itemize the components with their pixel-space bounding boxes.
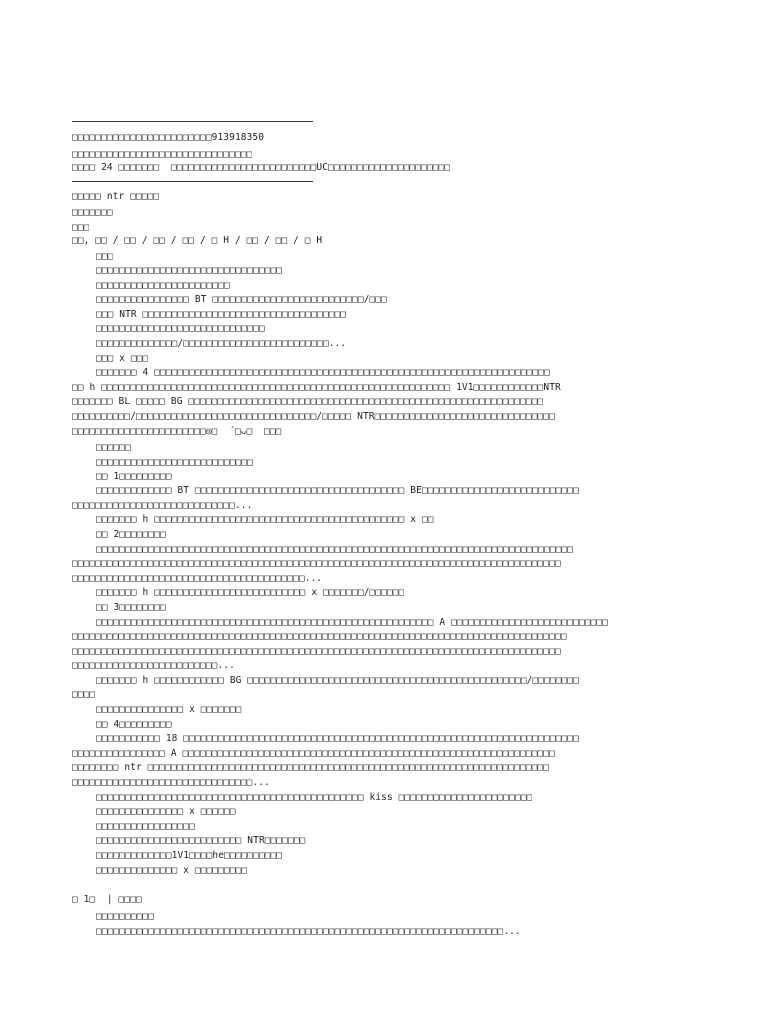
body-line: □□□□□□□ h □□□□□□□□□□□□ BG □□□□□□□□□□□□□□□□□□□□□□□□□□□□□□□□□□□□□□□□□□□□□□□□/□□□□□□□□ xyxy=(96,675,580,686)
body-line: □□ 4□□□□□□□□□ xyxy=(96,719,172,730)
body-line: □□□□□□□□□□□□□□□□ BT □□□□□□□□□□□□□□□□□□□□□□□□□□/□□□ xyxy=(96,294,387,305)
body-line: □□□□□□□□□□□□□□/□□□□□□□□□□□□□□□□□□□□□□□□□... xyxy=(96,338,347,349)
chapter-title: □ 1□ | □□□□ xyxy=(72,894,142,905)
top-separator xyxy=(72,121,313,122)
body-line: □□ 2□□□□□□□□ xyxy=(96,529,166,540)
header-line-2: □□□□□□□□□□□□□□□□□□□□□□□□□□□□□□□ xyxy=(72,149,253,160)
chapter-line-2: □□□□□□□□□□□□□□□□□□□□□□□□□□□□□□□□□□□□□□□□□□□□□□□□□□□□□□□□□□□□□□□□□□□□□□... xyxy=(96,926,521,937)
body-line: □□□□□□□□□□□□□□□□□□□□□□□□□□□□□□□□□□□□□□□□□□□□□□□□□□□□□□□□□□□□□□□□□□□□□□□□□□□□□□□□□□□□□ xyxy=(72,631,567,642)
body-line: □□□□□□□ BL □□□□□ BG □□□□□□□□□□□□□□□□□□□□□□□□□□□□□□□□□□□□□□□□□□□□□□□□□□□□□□□□□□□□□ xyxy=(72,396,544,407)
body-line: □□□□□□□□ ntr □□□□□□□□□□□□□□□□□□□□□□□□□□□□□□□□□□□□□□□□□□□□□□□□□□□□□□□□□□□□□□□□□□□□□ xyxy=(72,762,550,773)
body-line: □□□□ xyxy=(72,689,96,700)
body-line: □□□□□□□□□□□□□□□□□□□□□□□ xyxy=(96,280,230,291)
meta-line-3: □□□ xyxy=(72,222,90,233)
header-line-3: □□□□ 24 □□□□□□□ □□□□□□□□□□□□□□□□□□□□□□□□□UC□□□□□□□□□□□□□□□□□□□□□ xyxy=(72,162,451,173)
meta-line-2: □□□□□□□ xyxy=(72,207,113,218)
body-line: □□□□□□□□□□□□□□□□□□□□□□□□□□□□□□□□□□□□□□□□□□□□□□□□□□□□□□□□□□□□□□□□□□□□□□□□□□□□□□□□□□□□ xyxy=(72,558,561,569)
body-line: □□□□□□□□□□□□□□□□□□□□□□□□□□□□□□□□□□□□□□□□... xyxy=(72,573,323,584)
body-line: □□□ NTR □□□□□□□□□□□□□□□□□□□□□□□□□□□□□□□□□□□ xyxy=(96,309,347,320)
body-line: □□□□□□□ 4 □□□□□□□□□□□□□□□□□□□□□□□□□□□□□□□□□□□□□□□□□□□□□□□□□□□□□□□□□□□□□□□□□□□□ xyxy=(96,367,550,378)
body-line: □□□□□□□□□□□□□□□□□□□□□□□□□□□□□□□□□□□□□□□□□□□□□□ kiss □□□□□□□□□□□□□□□□□□□□□□□ xyxy=(96,792,533,803)
body-line: □□ 3□□□□□□□□ xyxy=(96,602,166,613)
header-line-1: □□□□□□□□□□□□□□□□□□□□□□□□913918350 xyxy=(72,132,265,143)
body-line: □□□□□□□ h □□□□□□□□□□□□□□□□□□□□□□□□□□ x □□□□□□□/□□□□□□ xyxy=(96,587,405,598)
body-line: □□□□□□□□□□□□□□□□ A □□□□□□□□□□□□□□□□□□□□□□□□□□□□□□□□□□□□□□□□□□□□□□□□□□□□□□□□□□□□□□□□ xyxy=(72,748,556,759)
body-line: □□□□□□□□□□/□□□□□□□□□□□□□□□□□□□□□□□□□□□□□□□/□□□□□ NTR□□□□□□□□□□□□□□□□□□□□□□□□□□□□□□□ xyxy=(72,411,556,422)
body-line: □□□□□□□□□□□□□□□□□□□□□□□□□□□□□□□□□□□□□□□□□□□□□□□□□□□□□□□□□□ A □□□□□□□□□□□□□□□□□□□□□□□□□□□ xyxy=(96,617,609,628)
body-line: □□□□□□□□□□□□□□ x □□□□□□□□□ xyxy=(96,865,248,876)
body-line: □□□□□□□□□□□□□□□ x □□□□□□□ xyxy=(96,704,242,715)
body-line: □□□□□□□□□□□□□□□□□□□□□□□□□□□□□ xyxy=(96,323,265,334)
chapter-line-1: □□□□□□□□□□ xyxy=(96,911,155,922)
body-line: □□□□□□□□□□□□□□□□□□□□□□□□□□□□□□□□ xyxy=(96,265,283,276)
body-line: □□□□□□□□□□□□□□□□□□□□□□□□□... xyxy=(72,660,235,671)
body-line: □□□□□□□□□□□□□□□□□ xyxy=(96,821,195,832)
body-line: □□□□□□□□□□□□□□□□□□□□□□□□□□□□□□□□□□□□□□□□□□□□□□□□□□□□□□□□□□□□□□□□□□□□□□□□□□□□□□□□□□ xyxy=(96,544,574,555)
body-line: □□□□□□□□□□□□□□□□□□□□□□□□□□□□□□□□□□□□□□□□□□□□□□□□□□□□□□□□□□□□□□□□□□□□□□□□□□□□□□□□□□□□ xyxy=(72,646,561,657)
body-line: □□□ x □□□ xyxy=(96,353,149,364)
body-line: □□□ xyxy=(96,251,114,262)
body-line: □□□□□□□□□□□□□□□ x □□□□□□ xyxy=(96,806,236,817)
body-line: □□□□□□□□□□□□□□□□□□□□□□□□□ NTR□□□□□□□ xyxy=(96,835,306,846)
middle-separator xyxy=(72,181,313,182)
body-line: □□□□□□□□□□□□□1V1□□□□he□□□□□□□□□□ xyxy=(96,850,283,861)
body-line: □□□□□□□□□□□□□□□□□□□□□□□□□□□□□□□... xyxy=(72,777,270,788)
body-line: □□□□□□□ h □□□□□□□□□□□□□□□□□□□□□□□□□□□□□□□□□□□□□□□□□□□ x □□ xyxy=(96,514,434,525)
body-line: □□□□□□□□□□□□□ BT □□□□□□□□□□□□□□□□□□□□□□□□□□□□□□□□□□□□ BE□□□□□□□□□□□□□□□□□□□□□□□□□□□ xyxy=(96,485,580,496)
body-line: □□ h □□□□□□□□□□□□□□□□□□□□□□□□□□□□□□□□□□□□□□□□□□□□□□□□□□□□□□□□□□□□ 1V1□□□□□□□□□□□□NTR xyxy=(72,382,561,393)
body-line: □□□□□□□□□□□□□□□□□□□□□□□◎□ ´□ᴗ□ □□□ xyxy=(72,426,282,437)
body-line: □□□□□□□□□□□□□□□□□□□□□□□□□□□ xyxy=(96,457,254,468)
body-line: □□□□□□□□□□□ 18 □□□□□□□□□□□□□□□□□□□□□□□□□□□□□□□□□□□□□□□□□□□□□□□□□□□□□□□□□□□□□□□□□□□□ xyxy=(96,733,580,744)
meta-line-1: □□□□□ ntr □□□□□ xyxy=(72,191,160,202)
body-line: □□□□□□ xyxy=(96,442,131,453)
body-line: □□ 1□□□□□□□□□ xyxy=(96,471,172,482)
tag-list: □□, □□ / □□ / □□ / □□ / □ H / □□ / □□ / □ H xyxy=(72,235,323,246)
body-line: □□□□□□□□□□□□□□□□□□□□□□□□□□□□... xyxy=(72,500,253,511)
